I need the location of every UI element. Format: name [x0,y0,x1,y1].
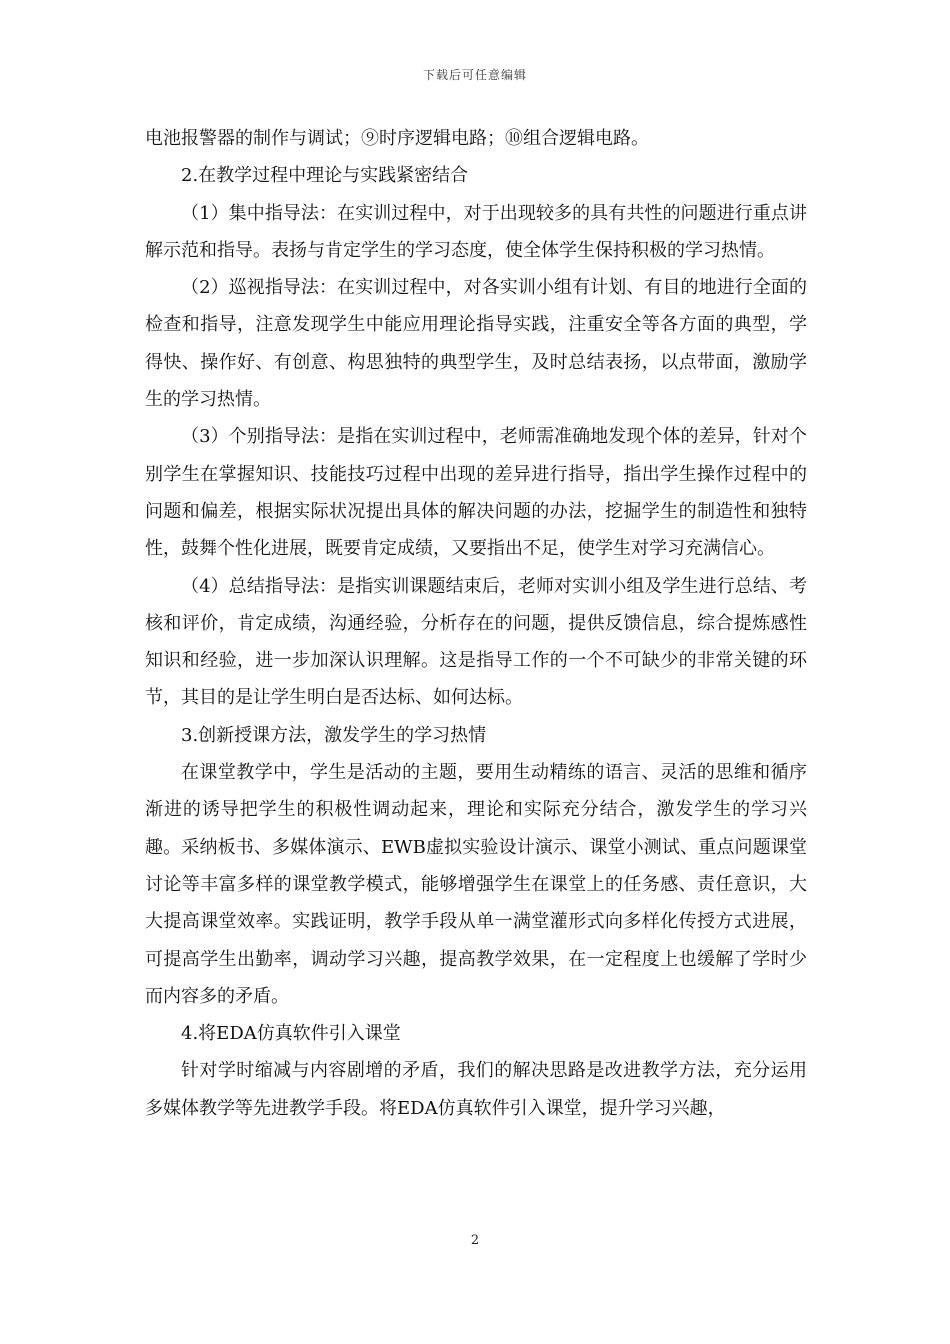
paragraph-individual-guidance: （3）个别指导法：是指在实训过程中，老师需准确地发现个体的差异，针对个别学生在掌握知识、技能技巧过程中出现的差异进行指导，指出学生操作过程中的问题和偏差，根据实际状况提出具体的解决问题的办法，挖掘学生的制造性和独特性，鼓舞个性化进展，既要肯定成绩，又要指出不足，使学生对学习充满信心。 [145,426,807,560]
section-heading-2: 2.在教学过程中理论与实践紧密结合 [181,165,469,187]
paragraph-focused-guidance: （1）集中指导法：在实训过程中，对于出现较多的具有共性的问题进行重点讲解示范和指导。表扬与肯定学生的学习态度，使全体学生保持积极的学习热情。 [145,202,807,261]
section-heading-4: 4.将EDA仿真软件引入课堂 [181,1023,401,1045]
paragraph-classroom-teaching: 在课堂教学中，学生是活动的主题，要用生动精练的语言、灵活的思维和循序渐进的诱导把学生的积极性调动起来，理论和实际充分结合，激发学生的学习兴趣。采纳板书、多媒体演示、EWB虚拟实验设计演示、课堂小测试、重点问题课堂讨论等丰富多样的课堂教学模式，能够增强学生在课堂上的任务感、责任意识，大大提高课堂效率。实践证明，教学手段从单一满堂灌形式向多样化传授方式进展，可提高学生出勤率，调动学习兴趣，提高教学效果，在一定程度上也缓解了学时少而内容多的矛盾。 [145,762,807,1007]
section-heading-3: 3.创新授课方法，激发学生的学习热情 [181,724,487,746]
document-body [145,120,807,1127]
page-number: 2 [470,1233,480,1248]
paragraph-continuation: 电池报警器的制作与调试；⑨时序逻辑电路；⑩组合逻辑电路。 [145,128,649,149]
page-header: 下载后可任意编辑 [422,68,527,82]
paragraph-summary-guidance: （4）总结指导法：是指实训课题结束后，老师对实训小组及学生进行总结、考核和评价，肯定成绩，沟通经验，分析存在的问题，提供反馈信息，综合提炼感性知识和经验，进一步加深认识理解。这是指导工作的一个不可缺少的非常关键的环节，其目的是让学生明白是否达标、如何达标。 [145,575,807,709]
paragraph-patrol-guidance: （2）巡视指导法：在实训过程中，对各实训小组有计划、有目的地进行全面的检查和指导，注意发现学生中能应用理论指导实践，注重安全等各方面的典型，学得快、操作好、有创意、构思独特的典型学生，及时总结表扬，以点带面，激励学生的学习热情。 [145,277,807,411]
paragraph-eda-software: 针对学时缩减与内容剧增的矛盾，我们的解决思路是改进教学方法，充分运用多媒体教学等先进教学手段。将EDA仿真软件引入课堂，提升学习兴趣， [145,1060,807,1119]
